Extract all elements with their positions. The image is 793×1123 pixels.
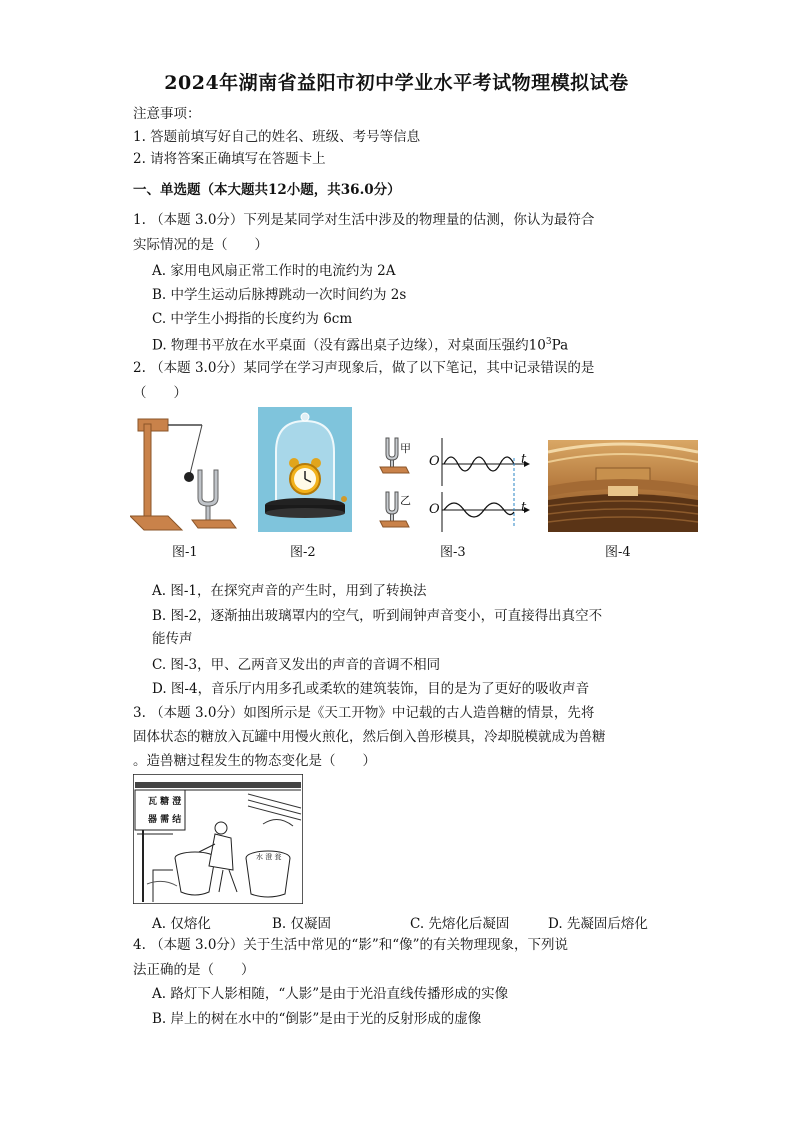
figure-text-2: 器 需 结 <box>148 815 182 825</box>
notice-heading: 注意事项： <box>133 106 201 122</box>
q3-stem-line-2: 固体状态的糖放入瓦罐中用慢火煎化，然后倒入兽形模具，冷却脱模就成为兽糖 <box>133 729 606 745</box>
q4-option-a: A. 路灯下人影相随，“人影”是由于光沿直线传播形成的实像 <box>152 986 509 1002</box>
q4-stem-line-1: 4. （本题 3.0分）关于生活中常见的“影”和“像”的有关物理现象，下列说 <box>133 937 569 953</box>
figure-1-caption: 图-1 <box>172 545 198 560</box>
q2-option-d: D. 图-4，音乐厅内用多孔或柔软的建筑装饰，目的是为了更好的吸收声音 <box>152 681 590 697</box>
figure-3-waveforms <box>374 436 534 534</box>
q3-option-c: C. 先熔化后凝固 <box>410 916 510 932</box>
q2-option-b-line-2: 能传声 <box>152 631 193 647</box>
q3-option-a: A. 仅熔化 <box>152 916 211 932</box>
q3-stem-line-3: 。造兽糖过程发生的物态变化是（ ） <box>133 753 376 769</box>
q1-option-b: B. 中学生运动后脉搏跳动一次时间约为 2s <box>152 287 407 303</box>
axis-t-bottom: t <box>521 500 527 515</box>
q1-option-a: A. 家用电风扇正常工作时的电流约为 2A <box>152 263 396 279</box>
q2-option-b-line-1: B. 图-2，逐渐抽出玻璃罩内的空气，听到闹钟声音变小，可直接得出真空不 <box>152 608 603 624</box>
q1-option-c: C. 中学生小拇指的长度约为 6cm <box>152 311 353 327</box>
q2-stem-line-1: 2. （本题 3.0分）某同学在学习声现象后，做了以下笔记，其中记录错误的是 <box>133 360 595 376</box>
figure-text-1: 瓦 糖 澄 <box>148 797 182 807</box>
label-jia: 甲 <box>400 442 411 455</box>
q3-stem-line-1: 3. （本题 3.0分）如图所示是《天工开物》中记载的古人造兽糖的情景，先将 <box>133 705 595 721</box>
notice-item-2: 2. 请将答案正确填写在答题卡上 <box>133 151 326 167</box>
q2-option-a: A. 图-1，在探究声音的产生时，用到了转换法 <box>152 583 427 599</box>
q1-option-d-exponent: 3 <box>545 337 552 347</box>
exam-title: 2024年湖南省益阳市初中学业水平考试物理模拟试卷 <box>164 72 629 94</box>
q1-stem-line-2: 实际情况的是（ ） <box>133 237 268 253</box>
q1-option-d <box>152 333 568 355</box>
q1-stem-line-1: 1. （本题 3.0分）下列是某同学对生活中涉及的物理量的估测，你认为最符合 <box>133 212 595 228</box>
label-yi: 乙 <box>400 494 411 507</box>
q1-option-d-unit: Pa <box>551 337 569 354</box>
axis-origin-bottom: O <box>429 502 440 517</box>
q3-option-b: B. 仅凝固 <box>272 916 332 932</box>
axis-t-top: t <box>521 452 527 467</box>
q4-option-b: B. 岸上的树在水中的“倒影”是由于光的反射形成的虚像 <box>152 1011 482 1027</box>
q1-option-d-text: D. 物理书平放在水平桌面（没有露出桌子边缘），对桌面压强约10 <box>152 337 546 354</box>
figure-text-3: 水 澄 瓮 <box>256 853 282 861</box>
figure-1-pendulum-tuning-fork <box>130 412 242 534</box>
q2-option-c: C. 图-3，甲、乙两音叉发出的声音的音调不相同 <box>152 657 441 673</box>
section-heading-single-choice: 一、单选题（本大题共12小题，共36.0分） <box>133 182 401 198</box>
q2-stem-line-2: （ ） <box>133 385 187 401</box>
q4-stem-line-2: 法正确的是（ ） <box>133 962 255 978</box>
q3-option-d: D. 先凝固后熔化 <box>548 916 648 932</box>
notice-item-1: 1. 答题前填写好自己的姓名、班级、考号等信息 <box>133 129 421 145</box>
figure-4-concert-hall <box>548 440 698 532</box>
figure-4-caption: 图-4 <box>605 545 631 560</box>
axis-origin-top: O <box>429 454 440 469</box>
figure-2-bell-jar-clock <box>258 407 352 532</box>
figure-2-caption: 图-2 <box>290 545 316 560</box>
figure-3-caption: 图-3 <box>440 545 466 560</box>
